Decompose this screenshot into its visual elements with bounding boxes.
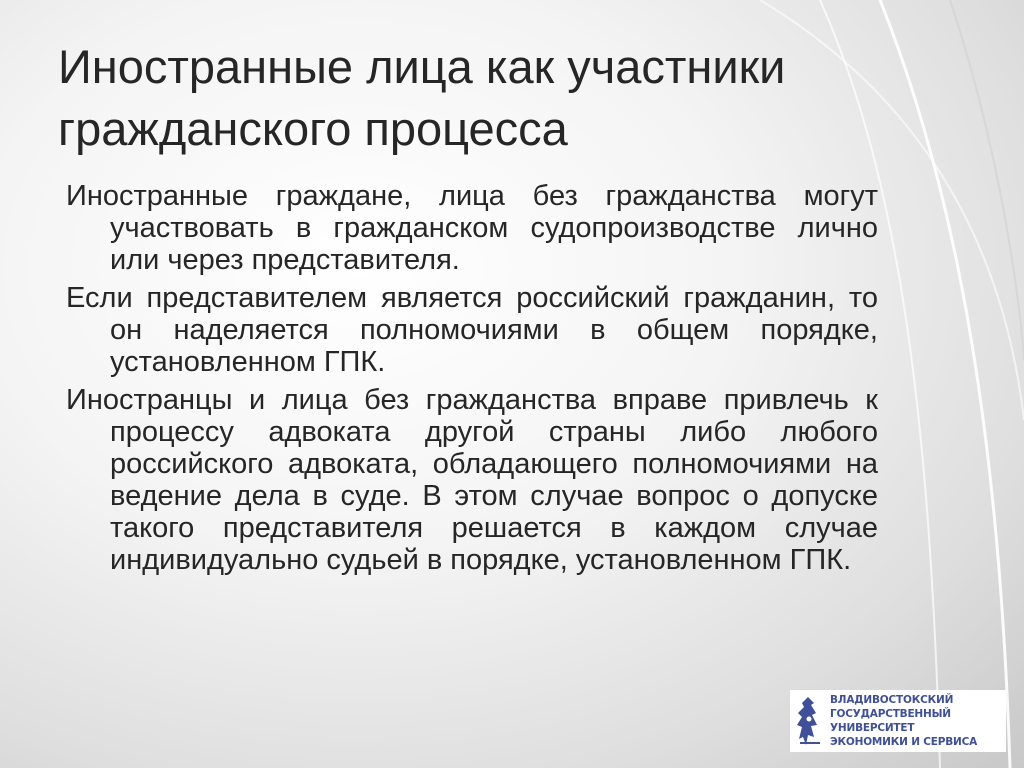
- paragraph-2: Если представителем является российский гражданин, то он наделяется полномочиями в общем порядке, установленном ГПК.: [66, 282, 878, 378]
- university-name: [830, 693, 977, 749]
- logo-line-3: УНИВЕРСИТЕТ: [830, 722, 915, 734]
- university-emblem-icon: [794, 693, 824, 749]
- slide-body: [66, 180, 878, 582]
- slide-title: Иностранные лица как участники гражданского процесса: [58, 40, 786, 155]
- paragraph-3: Иностранцы и лица без гражданства вправе привлечь к процессу адвоката другой страны либо любого российского адвоката, обладающего полномочиями на ведение дела в суде. В этом случае вопрос о допуске такого представителя решается в каждом случае индивидуально судьей в порядке, установленном ГПК.: [66, 384, 878, 576]
- logo-line-1: ВЛАДИВОСТОКСКИЙ: [830, 694, 954, 706]
- logo-line-2: ГОСУДАРСТВЕННЫЙ: [830, 708, 951, 720]
- logo-line-4: ЭКОНОМИКИ И СЕРВИСА: [830, 736, 978, 748]
- university-logo: [790, 690, 1006, 752]
- paragraph-1: Иностранные граждане, лица без гражданства могут участвовать в гражданском судопроизводстве лично или через представителя.: [66, 180, 878, 276]
